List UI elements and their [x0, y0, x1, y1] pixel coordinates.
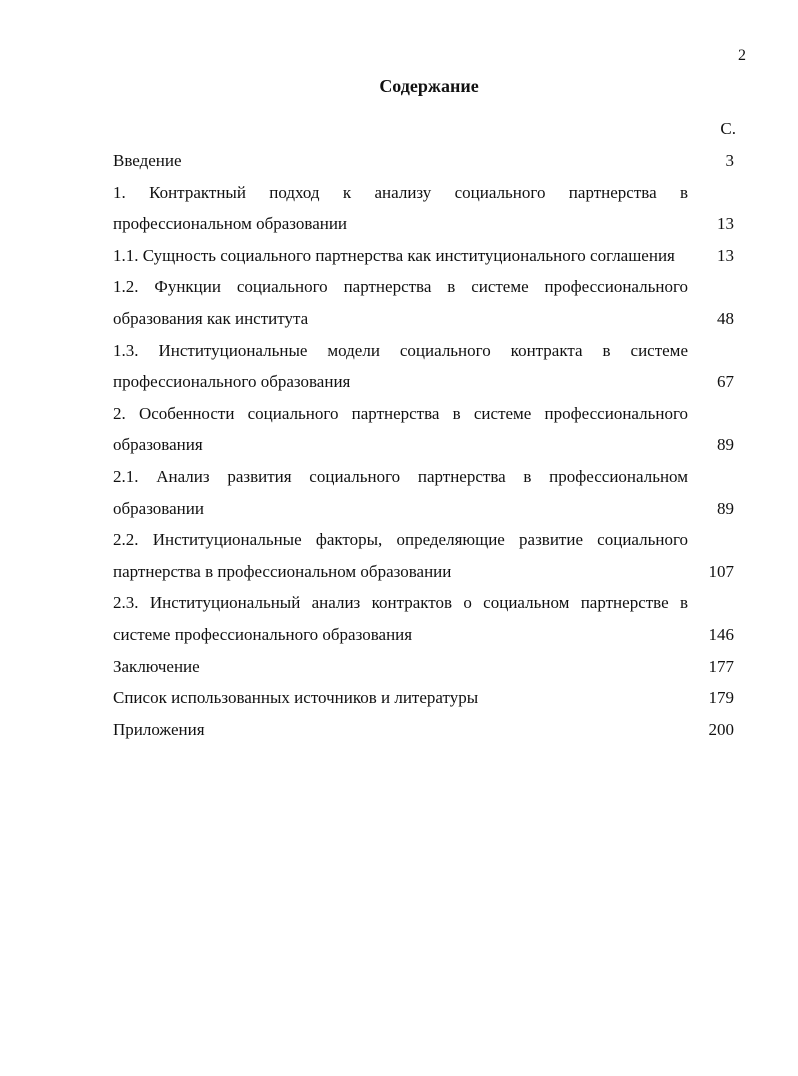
toc-entry-text: Заключение	[113, 656, 200, 676]
toc-entry-page: 13	[717, 214, 734, 234]
page-number: 2	[738, 47, 746, 64]
toc-entry-page: 200	[708, 719, 734, 739]
toc-entry-text: 2.3. Институциональный анализ контрактов о социальном партнерстве в системе профессионального образования	[113, 593, 688, 644]
toc-entry-text: 1. Контрактный подход к анализу социального партнерства в профессиональном образовании	[113, 182, 688, 234]
toc-entry-appendices	[113, 714, 737, 746]
toc-entry-section-2-1	[113, 461, 737, 524]
toc-entry-conclusion	[113, 651, 737, 683]
toc-entry-chapter-1	[113, 177, 737, 240]
toc-entry-text: Список использованных источников и литературы	[113, 688, 479, 708]
toc-entry-section-1-3	[113, 335, 737, 398]
toc-entry-text: 1.2. Функции социального партнерства в системе профессионального образования как института	[113, 277, 688, 328]
toc-entry-references	[113, 682, 737, 714]
toc-entry-page: 48	[717, 308, 734, 328]
toc-entry-page: 3	[725, 151, 734, 170]
toc-entry-text: 2.2. Институциональные факторы, определяющие развитие социального партнерства в профессиональном образовании	[113, 530, 688, 581]
toc-entry-page: 67	[717, 372, 734, 392]
page-column-header: С.	[720, 119, 736, 138]
toc-entry-text: 1.3. Институциональные модели социального контракта в системе профессионального образования	[113, 340, 688, 392]
toc-entry-section-2-3	[113, 587, 737, 650]
toc-entry-text: 2. Особенности социального партнерства в системе профессионального образования	[113, 403, 688, 455]
toc-entry-page: 13	[717, 245, 734, 265]
toc-entry-section-1-2	[113, 271, 737, 334]
toc-entry-page: 146	[708, 624, 734, 644]
toc-entry-text: 1.1. Сущность социального партнерства как институционального соглашения	[113, 245, 675, 265]
toc-entry-section-1-1	[113, 240, 737, 272]
toc-entry-page: 89	[717, 498, 734, 518]
toc-entry-text: Приложения	[113, 719, 205, 739]
toc-entry-text: 2.1. Анализ развития социального партнерства в профессиональном образовании	[113, 466, 688, 518]
toc-entry-chapter-2	[113, 398, 737, 461]
page-title: Содержание	[379, 76, 479, 96]
toc-entry-page: 177	[708, 656, 734, 676]
toc-entry-page: 89	[717, 435, 734, 455]
table-of-contents	[113, 145, 737, 745]
toc-entry-introduction	[113, 145, 737, 177]
toc-entry-page: 107	[708, 561, 734, 581]
toc-entry-text: Введение	[113, 151, 182, 170]
toc-entry-page: 179	[708, 688, 734, 708]
toc-entry-section-2-2	[113, 524, 737, 587]
